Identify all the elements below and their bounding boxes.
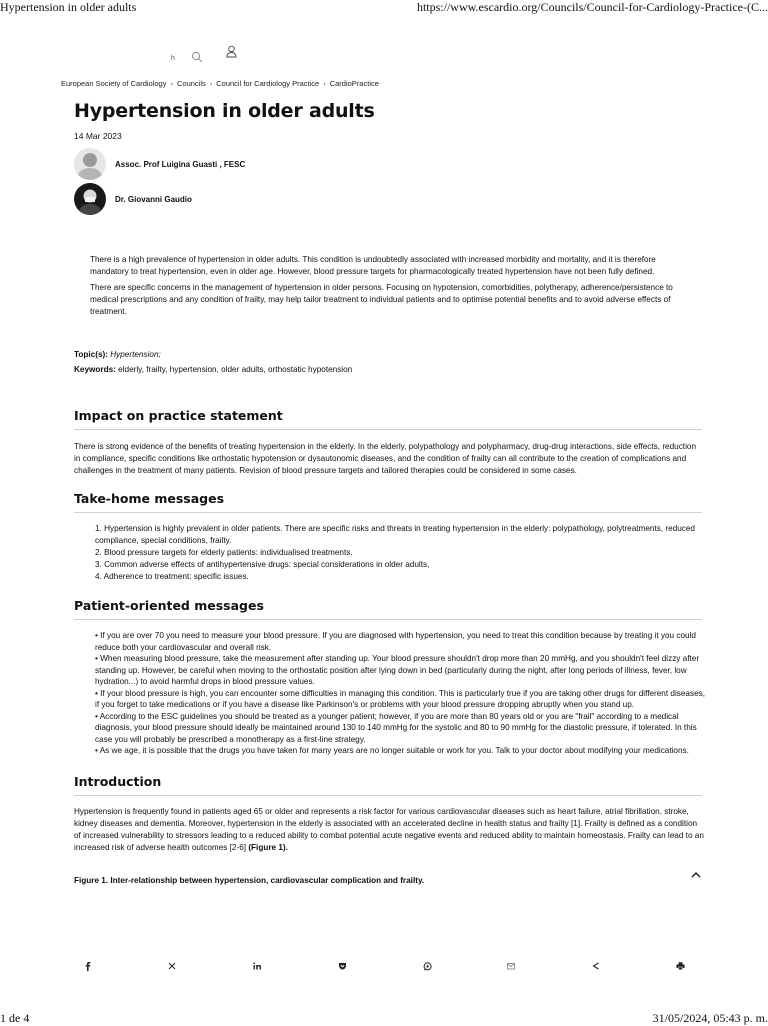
print-header-title: Hypertension in older adults	[0, 0, 137, 14]
breadcrumb-item-cardiopractice[interactable]: CardioPractice	[329, 79, 379, 88]
author-name: Dr. Giovanni Gaudio	[115, 194, 192, 204]
x-twitter-icon[interactable]	[168, 962, 176, 972]
avatar	[74, 148, 106, 180]
author-1[interactable]	[74, 148, 245, 180]
section-divider	[74, 512, 702, 513]
list-item: • If you are over 70 you need to measure your blood pressure. If you are diagnosed with hypertension, you need to treat this condition because by treating it you could reduce both your cardiovascular and overall risk.	[95, 630, 707, 653]
section-heading-impact: Impact on practice statement	[74, 408, 283, 423]
section-heading-patient: Patient-oriented messages	[74, 598, 264, 613]
section-divider	[74, 795, 702, 796]
list-item: 4. Adherence to treatment: specific issues.	[95, 572, 249, 581]
topics-value[interactable]: Hypertension;	[110, 350, 161, 359]
avatar	[74, 183, 106, 215]
pocket-icon[interactable]	[338, 962, 347, 972]
list-item: • According to the ESC guidelines you should be treated as a younger patient; however, if you are more than 80 years old or you are "frail" according to a medical diagnosis, your blood pressure should ideally be maintained around 130 to 140 mmHg for the systolic and 80 to 90 mmHg for the diastolic pressure, if tolerated. In this case you will probably be prescribed a monotherapy as a first-line strategy.	[95, 711, 707, 746]
list-item: • As we age, it is possible that the drugs you have taken for many years are no longer suitable or work for you. Talk to your doctor about modifying your medications.	[95, 745, 707, 757]
user-icon[interactable]	[226, 45, 237, 63]
abstract-paragraph-2: There are specific concerns in the management of hypertension in older persons. Focusing on hypotension, comorbidities, polytherapy, adherence/persistence to medical prescriptions and any condition of frailty, may help tailor treatment to individual patients and to optimise potential benefits and to avoid adverse effects of treatment.	[90, 283, 673, 316]
breadcrumb-chevron-icon: ›	[323, 79, 326, 88]
list-item: 2. Blood pressure targets for elderly patients: individualised treatments.	[95, 548, 353, 557]
whatsapp-icon[interactable]	[423, 962, 432, 973]
nav-h-label: h	[171, 55, 175, 62]
impact-text: There is strong evidence of the benefits of treating hypertension in the elderly. In the elderly, polypathology and polypharmacy, drug-drug interactions, side effects, reduction in compliance, specific conditions like orthostatic hypotension or dysautonomic diseases, and the condition of frailty can all contribute to the creation of complications and challenges in the treatment of many patients. Revision of blood pressure targets and tailored therapies could be considered in some cases.	[74, 442, 697, 475]
patient-list	[95, 630, 707, 757]
list-item: 3. Common adverse effects of antihypertensive drugs: special considerations in older adults,	[95, 560, 430, 569]
keywords-label: Keywords:	[74, 365, 116, 374]
print-footer-timestamp: 31/05/2024, 05:43 p. m.	[652, 1011, 768, 1025]
keywords-value: elderly, frailty, hypertension, older adults, orthostatic hypotension	[118, 365, 353, 374]
list-item: • When measuring blood pressure, take the measurement after standing up. Your blood pressure shouldn't drop more than 20 mmHg, and you shouldn't feel dizzy after standing up. However, be careful when moving to the orthostatic position after lying down in bed (particularly during the night, after long periods of illness, fever, low hydration...) to avoid harmful drops in blood pressure values.	[95, 653, 707, 688]
section-heading-takehome: Take-home messages	[74, 491, 225, 506]
takehome-list	[95, 523, 695, 583]
print-footer-page: 1 de 4	[0, 1011, 30, 1025]
page-title: Hypertension in older adults	[74, 100, 375, 122]
section-divider	[74, 429, 702, 430]
print-icon[interactable]	[676, 962, 685, 972]
article-date: 14 Mar 2023	[74, 131, 122, 141]
abstract-paragraph-1: There is a high prevalence of hypertension in older adults. This condition is undoubtedly associated with increased morbidity and mortality, and it is therefore mandatory to treat hypertension, even in older age. However, blood pressure targets for pharmacologically treated hypertension have not been fully defined.	[90, 255, 656, 276]
keywords-line	[74, 365, 352, 374]
back-to-top-chevron-up-icon[interactable]	[690, 867, 702, 885]
breadcrumb	[61, 79, 379, 88]
figure-reference-link[interactable]: (Figure 1).	[248, 843, 288, 852]
intro-text-body: Hypertension is frequently found in patients aged 65 or older and represents a risk factor for various cardiovascular diseases such as heart failure, atrial fibrillation, stroke, kidney diseases and dementia. Moreover, hypertension in the elderly is associated with an accelerated decline in health status and frailty [1]. Frailty is defined as a condition of increased vulnerability to stressors leading to a reduced ability to combat potential acute negative events and reduced ability to maintain homeostasis. Frailty can lead to an increased risk of adverse health outcomes [2-6]	[74, 807, 704, 852]
facebook-icon[interactable]	[84, 962, 92, 973]
linkedin-icon[interactable]	[253, 962, 262, 972]
figure-caption: Figure 1. Inter-relationship between hypertension, cardiovascular complication and frailty.	[74, 876, 425, 885]
topics-label: Topic(s):	[74, 350, 108, 359]
intro-text	[74, 806, 704, 854]
share-icon[interactable]	[592, 962, 600, 972]
breadcrumb-item-esc[interactable]: European Society of Cardiology	[61, 79, 167, 88]
breadcrumb-item-councils[interactable]: Councils	[176, 79, 206, 88]
section-heading-introduction: Introduction	[74, 774, 162, 789]
author-name: Assoc. Prof Luigina Guasti , FESC	[115, 159, 246, 169]
list-item: 1. Hypertension is highly prevalent in older patients. There are specific risks and threats in treating hypertension in the elderly: polypathology, polytreatments, reduced compliance, special conditions, frailty.	[95, 524, 695, 545]
author-2[interactable]	[74, 183, 192, 215]
breadcrumb-chevron-icon: ›	[170, 79, 173, 88]
email-icon[interactable]	[507, 962, 515, 972]
section-divider	[74, 619, 702, 620]
topics-line	[74, 350, 161, 359]
breadcrumb-item-council[interactable]: Council for Cardiology Practice	[216, 79, 320, 88]
search-icon[interactable]	[191, 50, 203, 68]
breadcrumb-chevron-icon: ›	[209, 79, 213, 88]
list-item: • If your blood pressure is high, you can encounter some difficulties in managing this condition. This is particularly true if you are taking other drugs for different diseases, if you forget to take medications or if you have a disease like Parkinson's or problems with your blood pressure dropping abruptly when you stand up.	[95, 688, 707, 711]
print-header-url: https://www.escardio.org/Councils/Council-for-Cardiology-Practice-(C...	[416, 0, 768, 14]
